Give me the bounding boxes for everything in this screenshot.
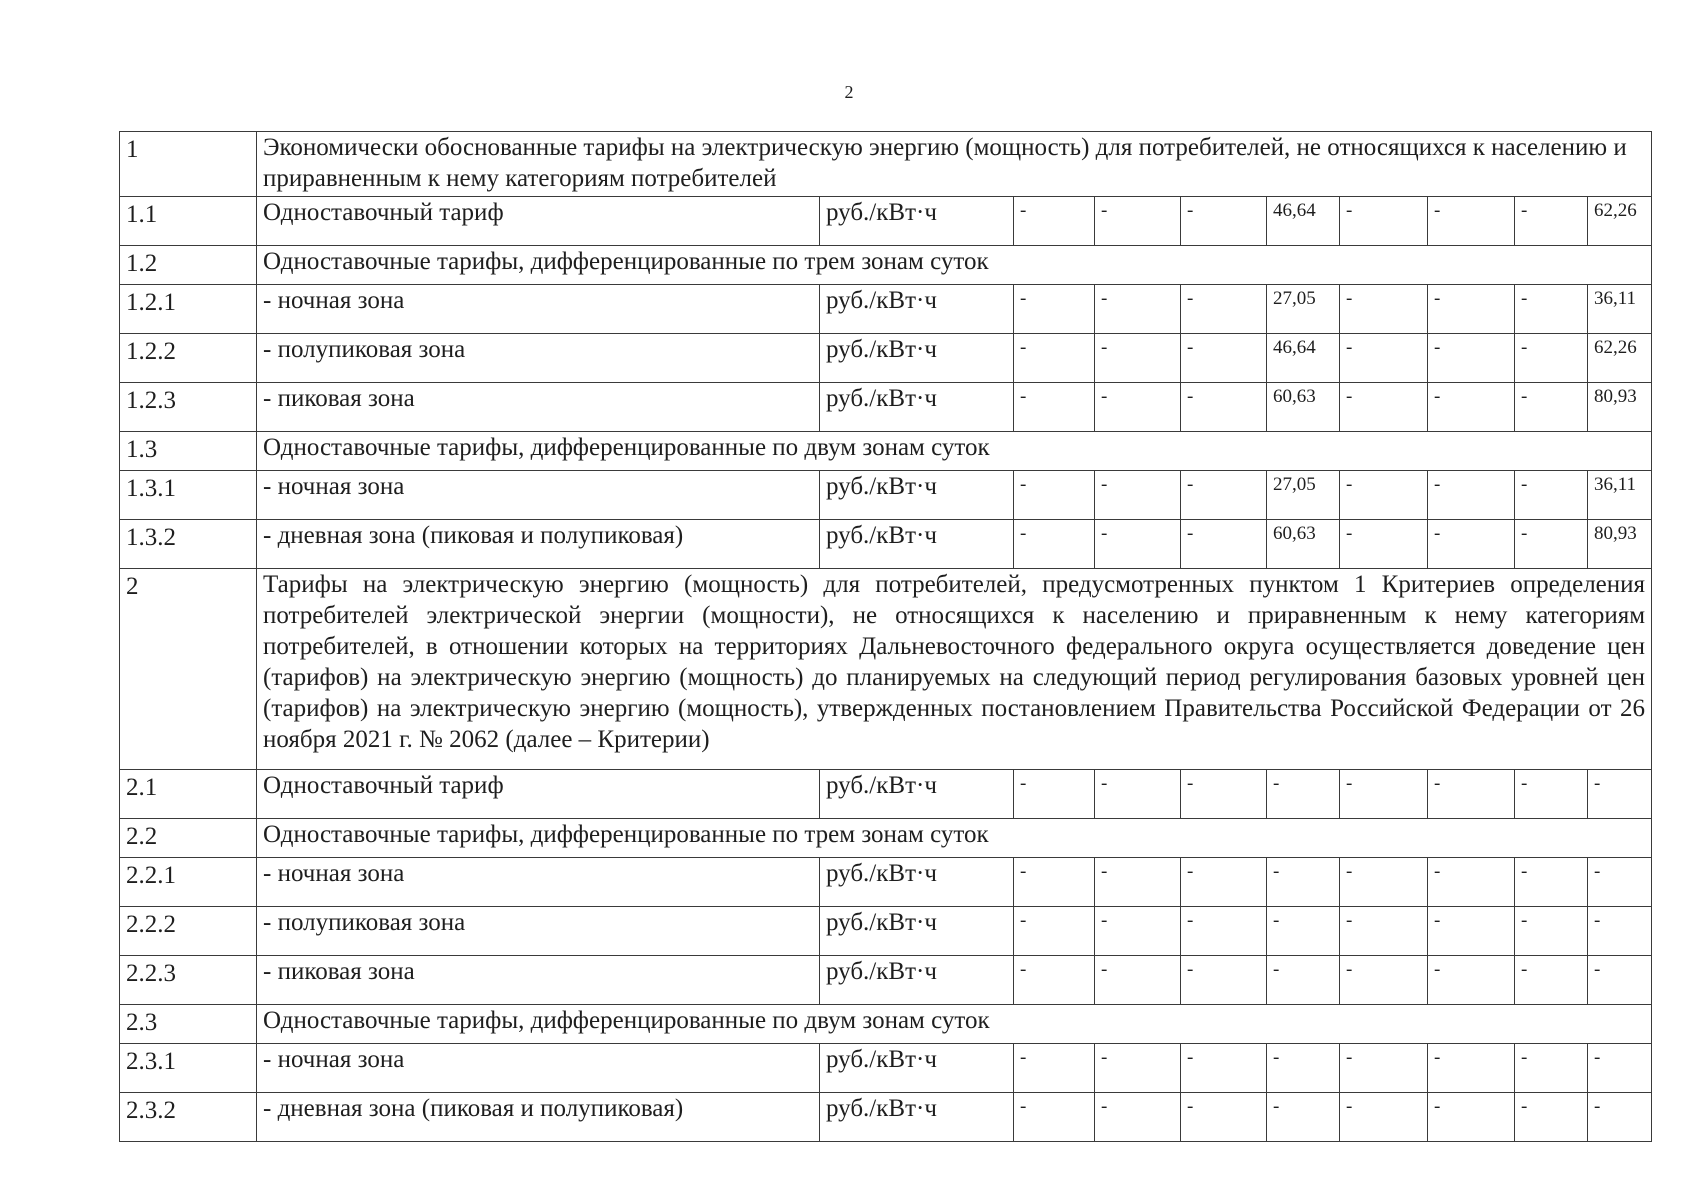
unit-cell: руб./кВт·ч <box>820 334 1014 383</box>
table-row <box>120 246 1652 285</box>
value-cell: - <box>1588 907 1652 956</box>
value-cell: - <box>1428 1044 1515 1093</box>
value-cell: - <box>1428 907 1515 956</box>
row-label-cell: - полупиковая зона <box>257 907 820 956</box>
table-row <box>120 770 1652 819</box>
row-label-cell: - пиковая зона <box>257 383 820 432</box>
value-cell: - <box>1181 907 1267 956</box>
value-cell: - <box>1340 770 1428 819</box>
row-number-cell: 2.3.1 <box>120 1044 257 1093</box>
tariff-table-body <box>120 132 1652 1142</box>
value-cell: - <box>1428 197 1515 246</box>
value-cell: - <box>1014 285 1095 334</box>
value-cell: - <box>1014 956 1095 1005</box>
value-cell: - <box>1515 197 1588 246</box>
value-cell: - <box>1428 858 1515 907</box>
unit-cell: руб./кВт·ч <box>820 197 1014 246</box>
unit-cell: руб./кВт·ч <box>820 383 1014 432</box>
value-cell: - <box>1181 956 1267 1005</box>
row-number-cell: 1.2.2 <box>120 334 257 383</box>
unit-cell: руб./кВт·ч <box>820 520 1014 569</box>
value-cell: - <box>1340 520 1428 569</box>
row-number-cell: 1.2.3 <box>120 383 257 432</box>
row-number-cell: 2.2 <box>120 819 257 858</box>
value-cell: - <box>1095 858 1181 907</box>
value-cell: - <box>1515 285 1588 334</box>
value-cell: - <box>1181 1093 1267 1142</box>
value-cell: - <box>1181 197 1267 246</box>
page-number: 2 <box>844 82 854 102</box>
value-cell: - <box>1181 334 1267 383</box>
value-cell: - <box>1515 1044 1588 1093</box>
value-cell: 46,64 <box>1267 197 1340 246</box>
value-cell: - <box>1340 858 1428 907</box>
value-cell: - <box>1014 770 1095 819</box>
table-row <box>120 956 1652 1005</box>
value-cell: - <box>1588 956 1652 1005</box>
value-cell: - <box>1515 956 1588 1005</box>
value-cell: - <box>1340 285 1428 334</box>
table-row <box>120 569 1652 770</box>
value-cell: - <box>1515 383 1588 432</box>
table-row <box>120 520 1652 569</box>
value-cell: 46,64 <box>1267 334 1340 383</box>
value-cell: - <box>1340 197 1428 246</box>
value-cell: - <box>1095 197 1181 246</box>
value-cell: - <box>1515 907 1588 956</box>
value-cell: - <box>1340 907 1428 956</box>
value-cell: - <box>1428 285 1515 334</box>
table-row <box>120 1005 1652 1044</box>
value-cell: - <box>1267 770 1340 819</box>
row-number-cell: 2.3 <box>120 1005 257 1044</box>
section-heading-cell: Экономически обоснованные тарифы на электрическую энергию (мощность) для потребителей, не относящихся к населению и приравненным к нему категориям потребителей <box>257 132 1652 197</box>
value-cell: - <box>1181 285 1267 334</box>
row-label-cell: - ночная зона <box>257 1044 820 1093</box>
table-row <box>120 334 1652 383</box>
unit-cell: руб./кВт·ч <box>820 285 1014 334</box>
value-cell: - <box>1267 907 1340 956</box>
value-cell: - <box>1340 956 1428 1005</box>
value-cell: 62,26 <box>1588 334 1652 383</box>
row-number-cell: 1.1 <box>120 197 257 246</box>
value-cell: - <box>1181 383 1267 432</box>
value-cell: - <box>1267 1044 1340 1093</box>
value-cell: - <box>1014 520 1095 569</box>
value-cell: - <box>1515 1093 1588 1142</box>
value-cell: 27,05 <box>1267 285 1340 334</box>
value-cell: - <box>1428 334 1515 383</box>
row-number-cell: 2.2.3 <box>120 956 257 1005</box>
value-cell: - <box>1014 858 1095 907</box>
value-cell: - <box>1267 1093 1340 1142</box>
value-cell: - <box>1340 471 1428 520</box>
value-cell: - <box>1014 383 1095 432</box>
table-row <box>120 858 1652 907</box>
value-cell: - <box>1588 1044 1652 1093</box>
tariff-table <box>119 131 1652 1142</box>
row-number-cell: 2.3.2 <box>120 1093 257 1142</box>
row-number-cell: 1.3.1 <box>120 471 257 520</box>
value-cell: 60,63 <box>1267 383 1340 432</box>
row-number-cell: 1 <box>120 132 257 197</box>
table-row <box>120 132 1652 197</box>
value-cell: - <box>1340 1044 1428 1093</box>
value-cell: - <box>1515 334 1588 383</box>
value-cell: 80,93 <box>1588 383 1652 432</box>
subsection-title-cell: Одноставочные тарифы, дифференцированные по двум зонам суток <box>257 432 1652 471</box>
row-number-cell: 1.3 <box>120 432 257 471</box>
table-row <box>120 907 1652 956</box>
value-cell: - <box>1515 770 1588 819</box>
value-cell: - <box>1181 520 1267 569</box>
unit-cell: руб./кВт·ч <box>820 907 1014 956</box>
table-row <box>120 197 1652 246</box>
value-cell: 60,63 <box>1267 520 1340 569</box>
value-cell: - <box>1588 1093 1652 1142</box>
value-cell: - <box>1095 1044 1181 1093</box>
unit-cell: руб./кВт·ч <box>820 770 1014 819</box>
row-label-cell: Одноставочный тариф <box>257 770 820 819</box>
table-row <box>120 383 1652 432</box>
value-cell: - <box>1014 907 1095 956</box>
value-cell: - <box>1095 471 1181 520</box>
value-cell: - <box>1515 858 1588 907</box>
unit-cell: руб./кВт·ч <box>820 858 1014 907</box>
value-cell: - <box>1515 520 1588 569</box>
row-number-cell: 1.2 <box>120 246 257 285</box>
value-cell: - <box>1095 520 1181 569</box>
value-cell: - <box>1014 334 1095 383</box>
value-cell: - <box>1267 956 1340 1005</box>
value-cell: 62,26 <box>1588 197 1652 246</box>
row-number-cell: 2.2.1 <box>120 858 257 907</box>
value-cell: - <box>1181 770 1267 819</box>
table-row <box>120 819 1652 858</box>
subsection-title-cell: Одноставочные тарифы, дифференцированные по трем зонам суток <box>257 819 1652 858</box>
row-label-cell: Одноставочный тариф <box>257 197 820 246</box>
value-cell: 80,93 <box>1588 520 1652 569</box>
value-cell: - <box>1181 471 1267 520</box>
value-cell: - <box>1095 1093 1181 1142</box>
subsection-title-cell: Одноставочные тарифы, дифференцированные по двум зонам суток <box>257 1005 1652 1044</box>
row-label-cell: - дневная зона (пиковая и полупиковая) <box>257 1093 820 1142</box>
table-row <box>120 285 1652 334</box>
value-cell: - <box>1588 770 1652 819</box>
subsection-title-cell: Одноставочные тарифы, дифференцированные по трем зонам суток <box>257 246 1652 285</box>
row-number-cell: 2.1 <box>120 770 257 819</box>
table-row <box>120 432 1652 471</box>
value-cell: - <box>1014 1044 1095 1093</box>
row-number-cell: 1.3.2 <box>120 520 257 569</box>
value-cell: - <box>1428 956 1515 1005</box>
row-number-cell: 1.2.1 <box>120 285 257 334</box>
value-cell: - <box>1428 471 1515 520</box>
value-cell: - <box>1181 1044 1267 1093</box>
row-label-cell: - полупиковая зона <box>257 334 820 383</box>
section-description-cell: Тарифы на электрическую энергию (мощность) для потребителей, предусмотренных пунктом 1 Критериев определения потребителей электрической энергии (мощности), не относящихся к населению и приравненным к нему категориям потребителей, в отношении которых на территориях Дальневосточного федерального округа осуществляется доведение цен (тарифов) на электрическую энергию (мощность) до планируемых на следующий период регулирования базовых уровней цен (тарифов) на электрическую энергию (мощность), утвержденных постановлением Правительства Российской Федерации от 26 ноября 2021 г. № 2062 (далее – Критерии) <box>257 569 1652 770</box>
value-cell: - <box>1095 285 1181 334</box>
table-row <box>120 471 1652 520</box>
value-cell: - <box>1014 197 1095 246</box>
value-cell: - <box>1095 956 1181 1005</box>
table-row <box>120 1044 1652 1093</box>
value-cell: - <box>1095 383 1181 432</box>
unit-cell: руб./кВт·ч <box>820 471 1014 520</box>
table-row <box>120 1093 1652 1142</box>
value-cell: - <box>1267 858 1340 907</box>
value-cell: - <box>1095 907 1181 956</box>
value-cell: 36,11 <box>1588 471 1652 520</box>
value-cell: - <box>1340 334 1428 383</box>
value-cell: - <box>1095 334 1181 383</box>
value-cell: - <box>1428 770 1515 819</box>
value-cell: - <box>1181 858 1267 907</box>
value-cell: - <box>1095 770 1181 819</box>
value-cell: - <box>1340 1093 1428 1142</box>
value-cell: - <box>1588 858 1652 907</box>
value-cell: 36,11 <box>1588 285 1652 334</box>
row-label-cell: - ночная зона <box>257 285 820 334</box>
row-label-cell: - пиковая зона <box>257 956 820 1005</box>
value-cell: - <box>1340 383 1428 432</box>
unit-cell: руб./кВт·ч <box>820 1044 1014 1093</box>
value-cell: - <box>1515 471 1588 520</box>
row-label-cell: - ночная зона <box>257 858 820 907</box>
row-label-cell: - ночная зона <box>257 471 820 520</box>
value-cell: - <box>1428 520 1515 569</box>
unit-cell: руб./кВт·ч <box>820 1093 1014 1142</box>
row-number-cell: 2 <box>120 569 257 770</box>
value-cell: - <box>1428 383 1515 432</box>
value-cell: - <box>1014 471 1095 520</box>
value-cell: - <box>1428 1093 1515 1142</box>
row-label-cell: - дневная зона (пиковая и полупиковая) <box>257 520 820 569</box>
unit-cell: руб./кВт·ч <box>820 956 1014 1005</box>
row-number-cell: 2.2.2 <box>120 907 257 956</box>
value-cell: - <box>1014 1093 1095 1142</box>
value-cell: 27,05 <box>1267 471 1340 520</box>
